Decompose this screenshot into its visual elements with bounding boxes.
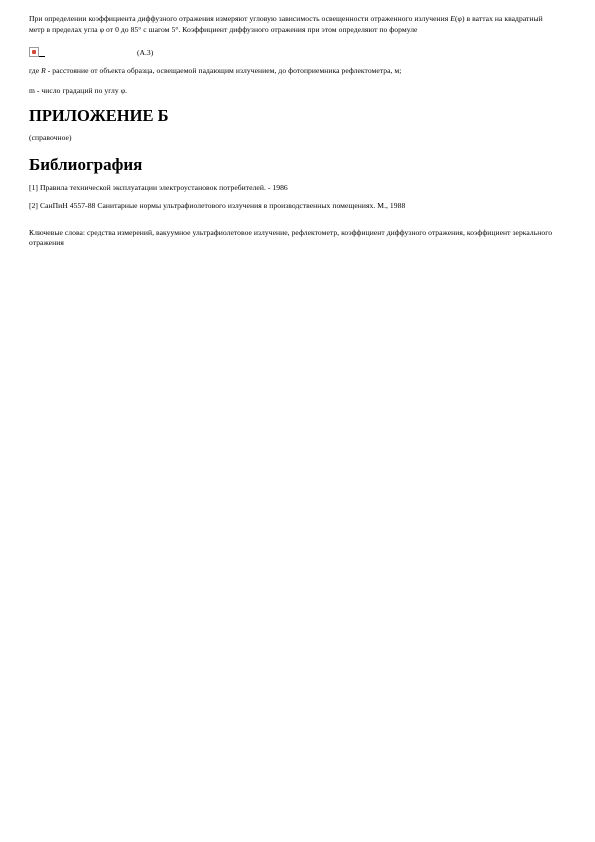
formula-number: (А.3) [137,47,154,57]
variable-e-argument: (φ) [454,14,465,23]
intro-paragraph [29,14,559,35]
document-page [29,14,559,249]
variable-e: E [450,14,455,23]
where-definition [29,66,559,77]
where-text: - расстояние от объекта образца, освещаемой падающим излучением, до фотоприемника рефлектометра, м; [45,66,402,75]
m-definition: m - число градаций по углу φ. [29,85,128,95]
formula-underline [39,56,45,57]
variable-r: R [41,66,46,75]
intro-text-start: При определении коэффициента диффузного отражения измеряют угловую зависимость освещенности отраженного излучения [29,14,451,23]
bibliography-ref-2: [2] СанПиН 4557-88 Санитарные нормы ультрафиолетового излучения в производственных помещениях. М., 1988 [29,201,406,210]
appendix-title: ПРИЛОЖЕНИЕ Б [29,106,169,125]
keywords: Ключевые слова: средства измерений, вакуумное ультрафиолетовое излучение, рефлектометр, коэффициент диффузного отражения, коэффициент зеркального отражения [29,227,553,247]
formula-row [29,44,559,60]
bibliography-ref-1: [1] Правила технической эксплуатации электроустановок потребителей. - 1986 [29,182,288,192]
appendix-subtitle: (справочное) [29,133,72,142]
bibliography-title: Библиография [29,154,143,174]
broken-image-icon [29,47,39,57]
intro-text-end: в ваттах на квадратный метр в пределах угла φ от 0 до 85° с шагом 5°. Коэффициент диффузного отражения при этом определяют по формуле [29,14,543,34]
where-prefix: где [29,66,42,75]
